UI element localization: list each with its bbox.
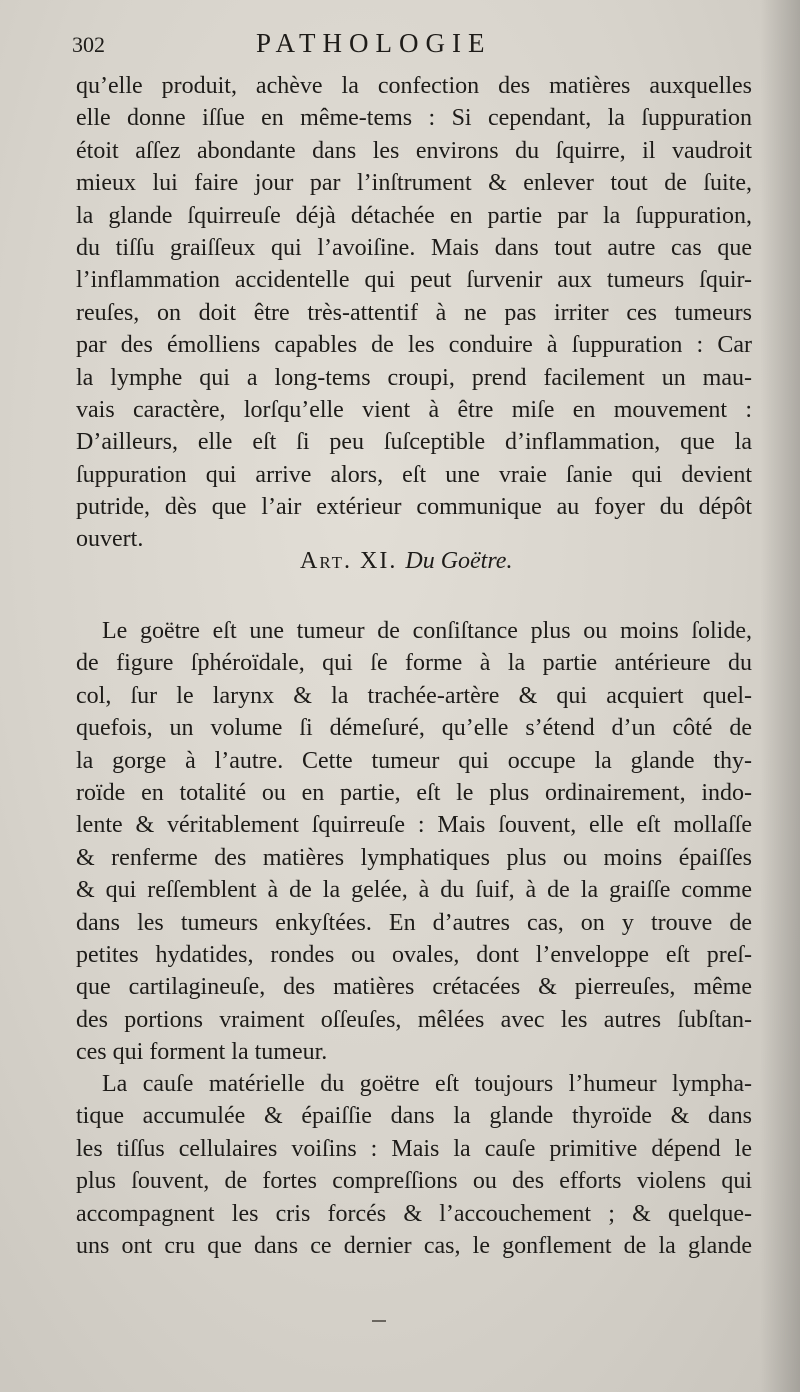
text-line: reuſes, on doit être très-attentif à ne pas irriter ces tumeurs xyxy=(76,299,752,326)
paragraph-3 xyxy=(76,1068,752,1262)
text-line: col, ſur le larynx & la trachée-artère & qui acquiert quel- xyxy=(76,682,752,709)
printer-mark xyxy=(372,1320,386,1322)
page-header xyxy=(72,28,762,68)
text-line: du tiſſu graiſſeux qui l’avoiſine. Mais dans tout autre cas que xyxy=(76,234,752,261)
text-line: de figure ſphéroïdale, qui ſe forme à la partie antérieure du xyxy=(76,650,752,677)
text-line: l’inflammation accidentelle qui peut ſurvenir aux tumeurs ſquir- xyxy=(76,267,752,294)
text-line: ſuppuration qui arrive alors, eſt une vraie ſanie qui devient xyxy=(76,461,752,488)
text-line: elle donne iſſue en même-tems : Si cependant, la ſuppuration xyxy=(76,105,752,132)
text-line: & qui reſſemblent à de la gelée, à du ſuif, à de la graiſſe comme xyxy=(76,877,752,904)
paragraph-2 xyxy=(76,615,752,1068)
text-line: ouvert. xyxy=(76,526,144,553)
text-line: dans les tumeurs enkyſtées. En d’autres cas, on y trouve de xyxy=(76,909,752,936)
text-line: accompagnent les cris forcés & l’accouchement ; & quelque- xyxy=(76,1200,752,1227)
paragraph-1 xyxy=(76,70,752,556)
text-line: La cauſe matérielle du goëtre eſt toujours l’humeur lympha- xyxy=(102,1071,752,1097)
article-number: Art. XI. xyxy=(300,548,398,574)
text-line: la lymphe qui a long-tems croupi, prend facilement un mau- xyxy=(76,364,752,391)
page-edge-shadow xyxy=(760,0,800,1392)
section-title: Du Goëtre. xyxy=(405,548,513,574)
text-line: D’ailleurs, elle eſt ſi peu ſuſceptible d’inflammation, que la xyxy=(76,429,752,456)
text-line: mieux lui faire jour par l’inſtrument & enlever tout de ſuite, xyxy=(76,170,752,197)
text-line: qu’elle produit, achève la confection des matières auxquelles xyxy=(76,73,752,99)
text-line: tique accumulée & épaiſſie dans la glande thyroïde & dans xyxy=(76,1103,752,1130)
text-line: quefois, un volume ſi démeſuré, qu’elle s’étend d’un côté de xyxy=(76,715,752,742)
text-line: la gorge à l’autre. Cette tumeur qui occupe la glande thy- xyxy=(76,747,752,774)
text-line: lente & véritablement ſquirreuſe : Mais ſouvent, elle eſt mollaſſe xyxy=(76,812,752,839)
text-line: roïde en totalité ou en partie, eſt le plus ordinairement, indo- xyxy=(76,779,752,806)
text-line: & renferme des matières lymphatiques plus ou moins épaiſſes xyxy=(76,844,752,871)
text-line: Le goëtre eſt une tumeur de conſiſtance plus ou moins ſolide, xyxy=(102,618,752,644)
text-line: ces qui forment la tumeur. xyxy=(76,1039,328,1066)
text-line: uns ont cru que dans ce dernier cas, le gonflement de la glande xyxy=(76,1232,752,1259)
running-head: PATHOLOGIE xyxy=(256,28,492,58)
page-number: 302 xyxy=(72,32,105,57)
text-line: plus ſouvent, de fortes compreſſions ou des efforts violens qui xyxy=(76,1168,752,1195)
text-line: vais caractère, lorſqu’elle vient à être miſe en mouvement : xyxy=(76,396,752,423)
text-line: putride, dès que l’air extérieur communique au foyer du dépôt xyxy=(76,494,752,521)
text-line: les tiſſus cellulaires voiſins : Mais la cauſe primitive dépend le xyxy=(76,1135,752,1162)
section-heading xyxy=(300,548,512,575)
text-line: que cartilagineuſe, des matières crétacées & pierreuſes, même xyxy=(76,974,752,1001)
text-line: des portions vraiment oſſeuſes, mêlées avec les autres ſubſtan- xyxy=(76,1006,752,1033)
text-line: étoit aſſez abondante dans les environs du ſquirre, il vaudroit xyxy=(76,137,752,164)
text-line: la glande ſquirreuſe déjà détachée en partie par la ſuppuration, xyxy=(76,202,752,229)
text-line: par des émolliens capables de les conduire à ſuppuration : Car xyxy=(76,332,752,359)
text-line: petites hydatides, rondes ou ovales, dont l’enveloppe eſt preſ- xyxy=(76,941,752,968)
